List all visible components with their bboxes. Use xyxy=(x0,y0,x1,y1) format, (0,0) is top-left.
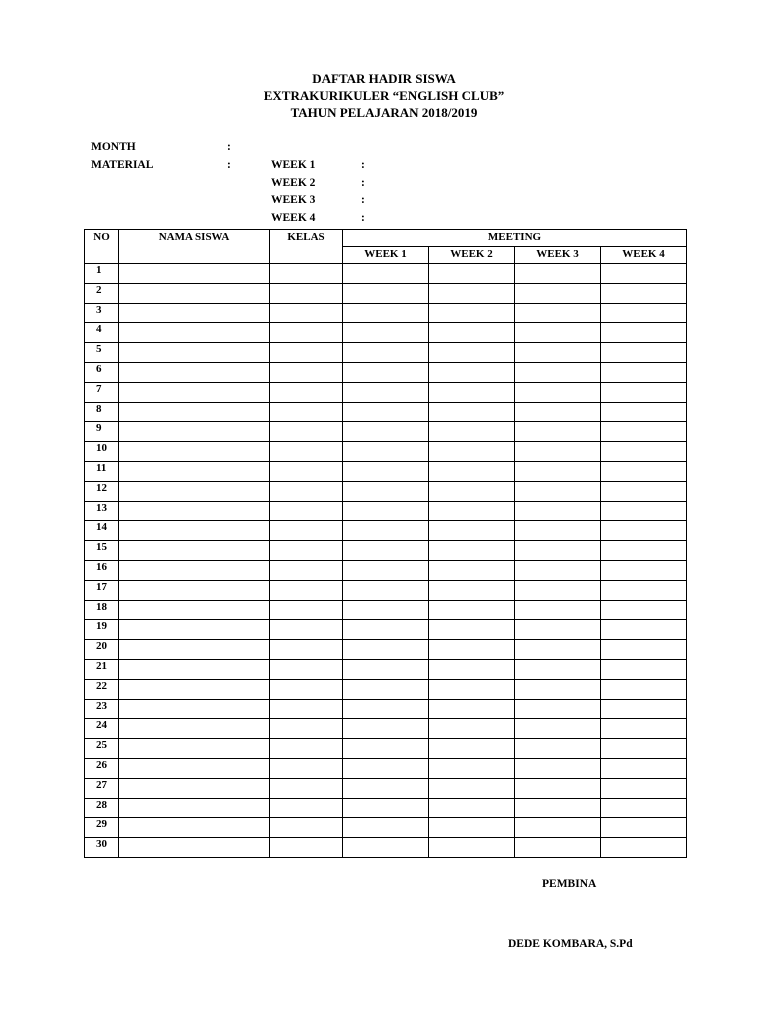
week-1-cell xyxy=(343,283,429,303)
week-3-cell xyxy=(515,560,601,580)
row-number: 14 xyxy=(85,521,119,541)
nama-siswa-cell xyxy=(119,758,270,778)
week-1-cell xyxy=(343,679,429,699)
kelas-cell xyxy=(270,422,343,442)
table-row xyxy=(85,640,687,660)
row-number: 4 xyxy=(85,323,119,343)
week-4-cell xyxy=(601,699,687,719)
kelas-cell xyxy=(270,560,343,580)
month-colon: : xyxy=(227,141,231,153)
week-3-cell xyxy=(515,362,601,382)
row-number: 20 xyxy=(85,640,119,660)
week-1-cell xyxy=(343,798,429,818)
week-3-cell xyxy=(515,501,601,521)
row-number: 28 xyxy=(85,798,119,818)
document-subtitle: EXTRAKURIKULER “ENGLISH CLUB” xyxy=(263,88,505,103)
table-row xyxy=(85,481,687,501)
row-number: 17 xyxy=(85,580,119,600)
week-3-cell xyxy=(515,323,601,343)
table-row xyxy=(85,521,687,541)
nama-siswa-cell xyxy=(119,382,270,402)
kelas-cell xyxy=(270,620,343,640)
week-4-cell xyxy=(601,778,687,798)
week-1-cell xyxy=(343,818,429,838)
kelas-cell xyxy=(270,303,343,323)
week-4-cell xyxy=(601,343,687,363)
table-row xyxy=(85,600,687,620)
week-4-cell xyxy=(601,838,687,858)
table-row xyxy=(85,798,687,818)
nama-siswa-cell xyxy=(119,323,270,343)
row-number: 10 xyxy=(85,442,119,462)
week-4-cell xyxy=(601,323,687,343)
kelas-cell xyxy=(270,382,343,402)
week-2-cell xyxy=(429,719,515,739)
week-4-cell xyxy=(601,679,687,699)
nama-siswa-cell xyxy=(119,422,270,442)
week-2-cell xyxy=(429,739,515,759)
material-week-3-label: WEEK 3 xyxy=(271,194,316,206)
table-row xyxy=(85,758,687,778)
nama-siswa-cell xyxy=(119,481,270,501)
week-3-cell xyxy=(515,264,601,284)
week-4-cell xyxy=(601,560,687,580)
material-week-4-label: WEEK 4 xyxy=(271,212,316,224)
table-row xyxy=(85,283,687,303)
week-2-cell xyxy=(429,283,515,303)
row-number: 25 xyxy=(85,739,119,759)
week-2-cell xyxy=(429,818,515,838)
week-4-cell xyxy=(601,798,687,818)
row-number: 16 xyxy=(85,560,119,580)
week-1-cell xyxy=(343,442,429,462)
week-3-cell xyxy=(515,600,601,620)
table-row xyxy=(85,719,687,739)
table-row xyxy=(85,620,687,640)
nama-siswa-cell xyxy=(119,620,270,640)
col-header-week-3: WEEK 3 xyxy=(515,247,601,264)
week-2-cell xyxy=(429,481,515,501)
week-4-cell xyxy=(601,362,687,382)
week-3-cell xyxy=(515,798,601,818)
row-number: 3 xyxy=(85,303,119,323)
nama-siswa-cell xyxy=(119,739,270,759)
material-week-2-colon: : xyxy=(361,177,365,189)
col-header-week-4: WEEK 4 xyxy=(601,247,687,264)
table-row xyxy=(85,818,687,838)
week-1-cell xyxy=(343,422,429,442)
week-2-cell xyxy=(429,580,515,600)
nama-siswa-cell xyxy=(119,778,270,798)
week-3-cell xyxy=(515,442,601,462)
week-1-cell xyxy=(343,640,429,660)
nama-siswa-cell xyxy=(119,264,270,284)
row-number: 6 xyxy=(85,362,119,382)
kelas-cell xyxy=(270,481,343,501)
week-3-cell xyxy=(515,343,601,363)
week-4-cell xyxy=(601,541,687,561)
week-3-cell xyxy=(515,739,601,759)
table-row xyxy=(85,323,687,343)
kelas-cell xyxy=(270,541,343,561)
week-4-cell xyxy=(601,382,687,402)
week-4-cell xyxy=(601,521,687,541)
nama-siswa-cell xyxy=(119,798,270,818)
kelas-cell xyxy=(270,461,343,481)
table-row xyxy=(85,442,687,462)
week-2-cell xyxy=(429,362,515,382)
week-2-cell xyxy=(429,382,515,402)
week-3-cell xyxy=(515,778,601,798)
week-1-cell xyxy=(343,541,429,561)
kelas-cell xyxy=(270,580,343,600)
week-4-cell xyxy=(601,501,687,521)
table-row xyxy=(85,501,687,521)
week-4-cell xyxy=(601,303,687,323)
week-2-cell xyxy=(429,758,515,778)
week-3-cell xyxy=(515,481,601,501)
week-1-cell xyxy=(343,580,429,600)
table-row xyxy=(85,264,687,284)
week-2-cell xyxy=(429,422,515,442)
kelas-cell xyxy=(270,659,343,679)
kelas-cell xyxy=(270,402,343,422)
week-4-cell xyxy=(601,481,687,501)
kelas-cell xyxy=(270,501,343,521)
week-2-cell xyxy=(429,343,515,363)
week-1-cell xyxy=(343,719,429,739)
nama-siswa-cell xyxy=(119,659,270,679)
week-1-cell xyxy=(343,362,429,382)
week-3-cell xyxy=(515,719,601,739)
kelas-cell xyxy=(270,343,343,363)
nama-siswa-cell xyxy=(119,679,270,699)
nama-siswa-cell xyxy=(119,303,270,323)
row-number: 2 xyxy=(85,283,119,303)
table-row xyxy=(85,362,687,382)
table-row xyxy=(85,343,687,363)
kelas-cell xyxy=(270,264,343,284)
row-number: 21 xyxy=(85,659,119,679)
table-row xyxy=(85,580,687,600)
week-2-cell xyxy=(429,303,515,323)
nama-siswa-cell xyxy=(119,640,270,660)
week-4-cell xyxy=(601,620,687,640)
week-3-cell xyxy=(515,461,601,481)
material-week-3-colon: : xyxy=(361,194,365,206)
table-row xyxy=(85,402,687,422)
week-4-cell xyxy=(601,580,687,600)
week-1-cell xyxy=(343,323,429,343)
attendance-table xyxy=(84,229,687,858)
week-3-cell xyxy=(515,580,601,600)
week-3-cell xyxy=(515,422,601,442)
week-3-cell xyxy=(515,758,601,778)
nama-siswa-cell xyxy=(119,580,270,600)
table-row xyxy=(85,541,687,561)
kelas-cell xyxy=(270,758,343,778)
kelas-cell xyxy=(270,521,343,541)
material-week-2-label: WEEK 2 xyxy=(271,177,316,189)
material-colon: : xyxy=(227,159,231,171)
week-4-cell xyxy=(601,600,687,620)
week-4-cell xyxy=(601,402,687,422)
kelas-cell xyxy=(270,719,343,739)
week-1-cell xyxy=(343,521,429,541)
academic-year: TAHUN PELAJARAN 2018/2019 xyxy=(290,105,478,120)
week-2-cell xyxy=(429,264,515,284)
month-label: MONTH xyxy=(91,141,136,153)
nama-siswa-cell xyxy=(119,600,270,620)
document-title: DAFTAR HADIR SISWA xyxy=(312,71,456,86)
week-1-cell xyxy=(343,501,429,521)
week-1-cell xyxy=(343,600,429,620)
row-number: 5 xyxy=(85,343,119,363)
nama-siswa-cell xyxy=(119,521,270,541)
week-4-cell xyxy=(601,818,687,838)
week-2-cell xyxy=(429,699,515,719)
row-number: 18 xyxy=(85,600,119,620)
row-number: 19 xyxy=(85,620,119,640)
table-row xyxy=(85,778,687,798)
kelas-cell xyxy=(270,798,343,818)
nama-siswa-cell xyxy=(119,560,270,580)
row-number: 15 xyxy=(85,541,119,561)
week-1-cell xyxy=(343,303,429,323)
week-2-cell xyxy=(429,442,515,462)
table-body xyxy=(85,264,687,858)
kelas-cell xyxy=(270,679,343,699)
nama-siswa-cell xyxy=(119,501,270,521)
week-3-cell xyxy=(515,402,601,422)
week-2-cell xyxy=(429,798,515,818)
kelas-cell xyxy=(270,283,343,303)
week-3-cell xyxy=(515,640,601,660)
row-number: 7 xyxy=(85,382,119,402)
nama-siswa-cell xyxy=(119,838,270,858)
week-3-cell xyxy=(515,521,601,541)
week-1-cell xyxy=(343,778,429,798)
week-1-cell xyxy=(343,758,429,778)
row-number: 9 xyxy=(85,422,119,442)
table-row xyxy=(85,739,687,759)
row-number: 8 xyxy=(85,402,119,422)
col-header-nama-siswa: NAMA SISWA xyxy=(119,230,270,264)
row-number: 27 xyxy=(85,778,119,798)
nama-siswa-cell xyxy=(119,541,270,561)
nama-siswa-cell xyxy=(119,818,270,838)
nama-siswa-cell xyxy=(119,283,270,303)
kelas-cell xyxy=(270,818,343,838)
week-4-cell xyxy=(601,283,687,303)
nama-siswa-cell xyxy=(119,699,270,719)
week-3-cell xyxy=(515,541,601,561)
row-number: 13 xyxy=(85,501,119,521)
nama-siswa-cell xyxy=(119,402,270,422)
week-2-cell xyxy=(429,402,515,422)
row-number: 30 xyxy=(85,838,119,858)
table-row xyxy=(85,659,687,679)
kelas-cell xyxy=(270,323,343,343)
nama-siswa-cell xyxy=(119,362,270,382)
week-4-cell xyxy=(601,739,687,759)
week-2-cell xyxy=(429,560,515,580)
week-1-cell xyxy=(343,739,429,759)
table-row xyxy=(85,303,687,323)
material-label: MATERIAL xyxy=(91,159,154,171)
nama-siswa-cell xyxy=(119,461,270,481)
week-1-cell xyxy=(343,838,429,858)
week-1-cell xyxy=(343,402,429,422)
kelas-cell xyxy=(270,778,343,798)
kelas-cell xyxy=(270,442,343,462)
row-number: 12 xyxy=(85,481,119,501)
week-1-cell xyxy=(343,699,429,719)
week-2-cell xyxy=(429,778,515,798)
week-1-cell xyxy=(343,481,429,501)
kelas-cell xyxy=(270,362,343,382)
row-number: 11 xyxy=(85,461,119,481)
table-row xyxy=(85,382,687,402)
week-3-cell xyxy=(515,283,601,303)
week-2-cell xyxy=(429,461,515,481)
signature-role: PEMBINA xyxy=(542,878,597,890)
col-header-week-2: WEEK 2 xyxy=(429,247,515,264)
kelas-cell xyxy=(270,838,343,858)
kelas-cell xyxy=(270,739,343,759)
nama-siswa-cell xyxy=(119,343,270,363)
kelas-cell xyxy=(270,640,343,660)
week-1-cell xyxy=(343,382,429,402)
week-2-cell xyxy=(429,838,515,858)
table-row xyxy=(85,838,687,858)
week-4-cell xyxy=(601,659,687,679)
row-number: 23 xyxy=(85,699,119,719)
week-1-cell xyxy=(343,659,429,679)
nama-siswa-cell xyxy=(119,442,270,462)
row-number: 1 xyxy=(85,264,119,284)
row-number: 29 xyxy=(85,818,119,838)
week-4-cell xyxy=(601,719,687,739)
week-2-cell xyxy=(429,501,515,521)
week-2-cell xyxy=(429,541,515,561)
week-4-cell xyxy=(601,461,687,481)
week-3-cell xyxy=(515,620,601,640)
material-week-4-colon: : xyxy=(361,212,365,224)
signature-name: DEDE KOMBARA, S.Pd xyxy=(508,938,633,950)
week-4-cell xyxy=(601,422,687,442)
week-3-cell xyxy=(515,659,601,679)
table-row xyxy=(85,422,687,442)
nama-siswa-cell xyxy=(119,719,270,739)
row-number: 22 xyxy=(85,679,119,699)
week-4-cell xyxy=(601,640,687,660)
week-2-cell xyxy=(429,521,515,541)
week-3-cell xyxy=(515,699,601,719)
table-row xyxy=(85,699,687,719)
week-2-cell xyxy=(429,323,515,343)
week-2-cell xyxy=(429,620,515,640)
week-2-cell xyxy=(429,679,515,699)
table-row xyxy=(85,560,687,580)
week-2-cell xyxy=(429,659,515,679)
col-header-week-1: WEEK 1 xyxy=(343,247,429,264)
row-number: 26 xyxy=(85,758,119,778)
week-1-cell xyxy=(343,560,429,580)
week-3-cell xyxy=(515,303,601,323)
week-3-cell xyxy=(515,679,601,699)
table-row xyxy=(85,461,687,481)
week-2-cell xyxy=(429,600,515,620)
material-week-1-label: WEEK 1 xyxy=(271,159,316,171)
kelas-cell xyxy=(270,600,343,620)
week-1-cell xyxy=(343,343,429,363)
week-1-cell xyxy=(343,620,429,640)
week-1-cell xyxy=(343,461,429,481)
col-header-kelas: KELAS xyxy=(270,230,343,264)
week-2-cell xyxy=(429,640,515,660)
week-3-cell xyxy=(515,838,601,858)
col-header-no: NO xyxy=(85,230,119,264)
row-number: 24 xyxy=(85,719,119,739)
col-header-meeting: MEETING xyxy=(343,230,687,247)
kelas-cell xyxy=(270,699,343,719)
week-3-cell xyxy=(515,382,601,402)
week-4-cell xyxy=(601,264,687,284)
table-row xyxy=(85,679,687,699)
week-4-cell xyxy=(601,758,687,778)
week-1-cell xyxy=(343,264,429,284)
week-3-cell xyxy=(515,818,601,838)
material-week-1-colon: : xyxy=(361,159,365,171)
week-4-cell xyxy=(601,442,687,462)
